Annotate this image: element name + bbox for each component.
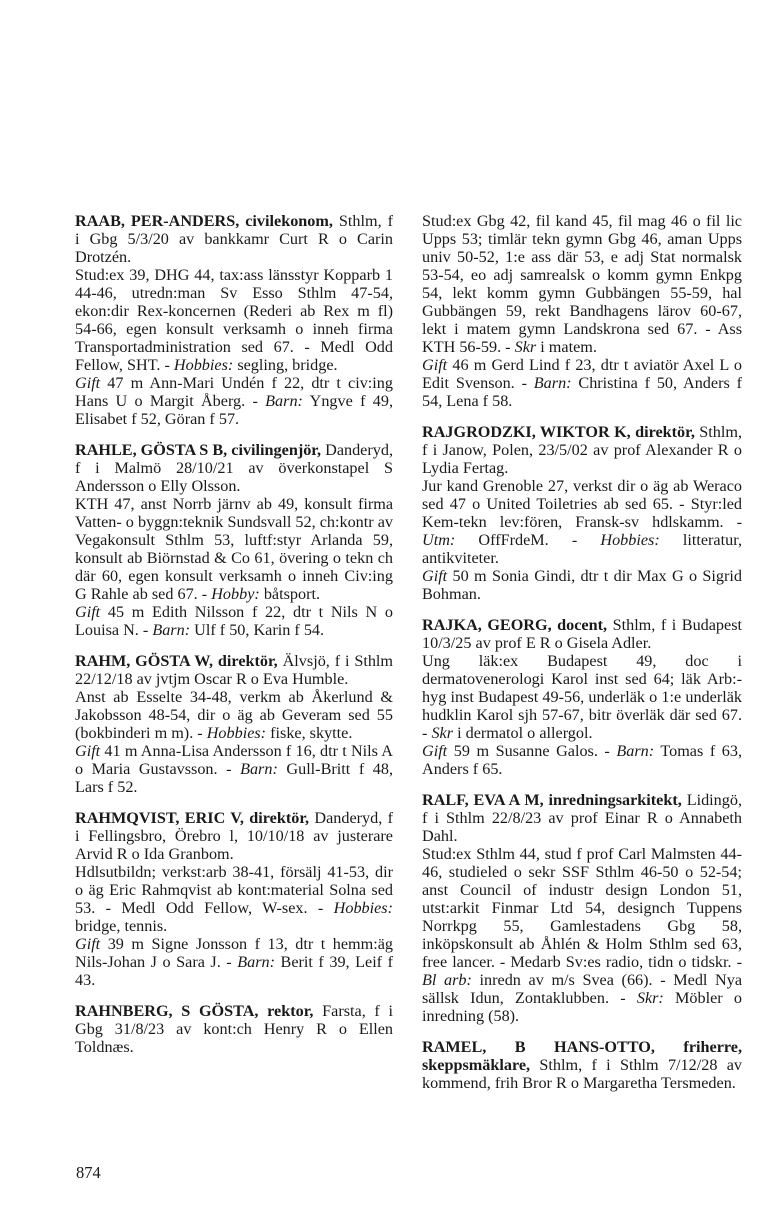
entry-paragraph bbox=[422, 1038, 742, 1092]
entry-text: Tomas f 63, Anders f 65. bbox=[422, 742, 742, 778]
entry-text: Danderyd, f i Fellingsbro, Örebro l, 10/10/18 av justerare Arvid R o Ida Granbom. bbox=[75, 809, 394, 863]
entry-paragraph bbox=[75, 652, 393, 688]
entry-text: Älvsjö, f i Sthlm 22/12/18 av jvtjm Oscar R o Eva Humble. bbox=[75, 652, 393, 688]
entry-text: 59 m Susanne Galos. - bbox=[447, 742, 617, 760]
entry bbox=[75, 652, 393, 796]
italic-label: Hobbies: bbox=[600, 531, 660, 549]
entry bbox=[422, 791, 742, 1025]
entry-headline: RAJGRODZKI, WIKTOR K, direktör, bbox=[422, 423, 695, 441]
italic-label: Hobby: bbox=[211, 585, 260, 603]
entry-paragraph bbox=[422, 477, 742, 567]
entry-paragraph bbox=[75, 742, 393, 796]
entry-paragraph bbox=[75, 212, 393, 266]
italic-label: Skr bbox=[431, 724, 454, 742]
entry-paragraph bbox=[422, 212, 742, 356]
entry-text: Christina f 50, Anders f 54, Lena f 58. bbox=[422, 374, 742, 410]
italic-label: Hobbies: bbox=[333, 899, 393, 917]
italic-label: Gift bbox=[422, 356, 448, 374]
entry-text: KTH 47, anst Norrb järnv ab 49, konsult firma Vatten- o byggn:teknik Sundsvall 52, ch:kontr av Vegakonsult Sthlm 53, luftf:styr Arlanda 59, konsult ab Biörnstad & Co 61, övering o tekn ch där 60, egen konsult verksamh o inneh Civ:ing G Rahle ab sed 67. - bbox=[75, 495, 393, 603]
italic-label: Hobbies: bbox=[206, 724, 267, 742]
entry-text: OffFrdeM. - bbox=[455, 531, 601, 549]
entry bbox=[75, 441, 393, 639]
entry bbox=[75, 1002, 393, 1056]
entry-paragraph bbox=[75, 1002, 393, 1056]
italic-label: Barn: bbox=[240, 760, 278, 778]
entry-text: Stud:ex 39, DHG 44, tax:ass länsstyr Kopparb 1 44-46, utredn:man Sv Esso Sthlm 47-54, ekon:dir Rex-koncernen (Rederi ab Rex m fl) 54-66, egen konsult verksamh o inneh firma Transportadministration sed 67. - Medl Odd Fellow, SHT. - bbox=[75, 266, 393, 374]
entry-text: Sthlm, f i Budapest 10/3/25 av prof E R o Gisela Adler. bbox=[422, 616, 743, 652]
entry-text: litteratur, antikviteter. bbox=[422, 531, 742, 567]
entry-paragraph bbox=[422, 567, 742, 603]
entry-paragraph bbox=[75, 266, 393, 374]
entry-paragraph bbox=[422, 423, 742, 477]
entry-text: 50 m Sonia Gindi, dtr t dir Max G o Sigrid Bohman. bbox=[422, 567, 742, 603]
entry-paragraph bbox=[422, 791, 742, 845]
entry bbox=[75, 212, 393, 428]
entry-paragraph bbox=[75, 374, 393, 428]
entry-text: Möbler o inredning (58). bbox=[422, 989, 743, 1025]
entry-text: Jur kand Grenoble 27, verkst dir o äg ab Weraco sed 47 o United Toiletries ab sed 65. - Styr:led Kem-tekn lev:fören, Fransk-sv hdlskamm. - bbox=[422, 477, 742, 531]
entry-paragraph bbox=[75, 809, 393, 863]
italic-label: Gift bbox=[75, 374, 101, 392]
entry-paragraph bbox=[422, 652, 742, 742]
entry-text: 39 m Signe Jonsson f 13, dtr t hemm:äg Nils-Johan J o Sara J. - bbox=[75, 935, 393, 971]
entry-text: Sthlm, f i Gbg 5/3/20 av bankkamr Curt R o Carin Drotzén. bbox=[75, 212, 394, 266]
italic-label: Hobbies: bbox=[173, 356, 234, 374]
entry-headline: RAHM, GÖSTA W, direktör, bbox=[75, 652, 278, 670]
entry bbox=[422, 1038, 742, 1092]
entry-text: 45 m Edith Nilsson f 22, dtr t Nils N o Louisa N. - bbox=[75, 603, 393, 639]
entry-text: segling, bridge. bbox=[233, 356, 338, 374]
italic-label: Gift bbox=[422, 742, 448, 760]
entry-text: båtsport. bbox=[259, 585, 321, 603]
entry bbox=[75, 809, 393, 989]
entry-text: Stud:ex Sthlm 44, stud f prof Carl Malmsten 44-46, studieled o sekr SSF Sthlm 46-50 o 52-54; anst Council of industr design London 51, utst:arkit Finmar Ltd 54, designch Tuppens Norrkpg 55, Gamlestadens Gbg 58, inköpskonsult ab Åhlén & Holm Sthlm sed 63, free lancer. - Medarb Sv:es radio, tidn o tidskr. - bbox=[422, 845, 742, 971]
entry bbox=[422, 616, 742, 778]
entry-text: Danderyd, f i Malmö 28/10/21 av överkonstapel S Andersson o Elly Olsson. bbox=[75, 441, 393, 495]
entry bbox=[422, 212, 742, 410]
italic-label: Gift bbox=[75, 603, 101, 621]
entry-text: inredn av m/s Svea (66). - Medl Nya sällsk Idun, Zontaklubben. - bbox=[422, 971, 743, 1007]
entry-text: Farsta, f i Gbg 31/8/23 av kont:ch Henry R o Ellen Toldnæs. bbox=[75, 1002, 393, 1056]
entry-headline: RAHMQVIST, ERIC V, direktör, bbox=[75, 809, 310, 827]
entry-text: i matem. bbox=[536, 338, 597, 356]
entry-text: 47 m Ann-Mari Undén f 22, dtr t civ:ing Hans U o Margit Åberg. - bbox=[75, 374, 393, 410]
entry-text: Yngve f 49, Elisabet f 52, Göran f 57. bbox=[75, 392, 393, 428]
entry-headline: RAHLE, GÖSTA S B, civilingenjör, bbox=[75, 441, 322, 459]
entry-text: Ulf f 50, Karin f 54. bbox=[190, 621, 325, 639]
entry-text: Ung läk:ex Budapest 49, doc i dermatovenerologi Karol inst sed 64; läk Arb:-hyg inst Budapest 49-56, underläk o 1:e underläk hudklin Karol sjh 57-67, bitr överläk där sed 67. - bbox=[422, 652, 742, 742]
italic-label: Barn: bbox=[533, 374, 572, 392]
italic-label: Gift bbox=[75, 742, 101, 760]
entry-paragraph bbox=[75, 603, 393, 639]
right-column bbox=[422, 212, 742, 1105]
entry-text: Berit f 39, Leif f 43. bbox=[75, 953, 393, 989]
entry-text: i dermatol o allergol. bbox=[453, 724, 593, 742]
entry-text: bridge, tennis. bbox=[75, 917, 168, 935]
italic-label: Barn: bbox=[616, 742, 655, 760]
entry-paragraph bbox=[422, 356, 742, 410]
italic-label: Gift bbox=[75, 935, 101, 953]
entry-text: Sthlm, f i Sthlm 7/12/28 av kommend, frih Bror R o Margaretha Tersmeden. bbox=[422, 1056, 742, 1092]
entry-paragraph bbox=[75, 935, 393, 989]
entry-headline: RAMEL, B HANS-OTTO, friherre, skeppsmäklare, bbox=[422, 1038, 742, 1074]
italic-label: Barn: bbox=[265, 392, 303, 410]
entry-headline: RAHNBERG, S GÖSTA, rektor, bbox=[75, 1002, 314, 1020]
entry-paragraph bbox=[75, 863, 393, 935]
entry-text: Sthlm, f i Janow, Polen, 23/5/02 av prof Alexander R o Lydia Fertag. bbox=[422, 423, 742, 477]
entry-paragraph bbox=[422, 742, 742, 778]
entry-text: 41 m Anna-Lisa Andersson f 16, dtr t Nils A o Maria Gustavsson. - bbox=[75, 742, 393, 778]
entry-text: Gull-Britt f 48, Lars f 52. bbox=[75, 760, 393, 796]
left-column bbox=[75, 212, 393, 1069]
italic-label: Gift bbox=[422, 567, 448, 585]
italic-label: Bl arb: bbox=[422, 971, 472, 989]
entry-paragraph bbox=[75, 495, 393, 603]
entry-text: Lidingö, f i Sthlm 22/8/23 av prof Einar R o Annabeth Dahl. bbox=[422, 791, 742, 845]
entry-text: Anst ab Esselte 34-48, verkm ab Åkerlund & Jakobsson 48-54, dir o äg ab Geveram sed 55 (bokbinderi m m). - bbox=[75, 688, 393, 742]
entry-paragraph bbox=[422, 845, 742, 1025]
entry-text: Stud:ex Gbg 42, fil kand 45, fil mag 46 o fil lic Upps 53; timlär tekn gymn Gbg 46, aman Upps univ 50-52, 1:e ass där 53, e adj Stat normalsk 53-54, eo adj samrealsk o komm gymn Enkpg 54, lekt komm gymn Gubbängen 55-59, hal Gubbängen 59, rekt Bandhagens lärov 60-67, lekt i matem gymn Landskrona sed 67. - Ass KTH 56-59. - bbox=[422, 212, 742, 356]
entry bbox=[422, 423, 742, 603]
page-number: 874 bbox=[76, 1163, 101, 1182]
italic-label: Skr bbox=[514, 338, 537, 356]
entry-text: 46 m Gerd Lind f 23, dtr t aviatör Axel L o Edit Svenson. - bbox=[422, 356, 742, 392]
entry-headline: RAAB, PER-ANDERS, civilekonom, bbox=[75, 212, 333, 230]
italic-label: Barn: bbox=[237, 953, 275, 971]
italic-label: Utm: bbox=[422, 531, 456, 549]
entry-paragraph bbox=[75, 688, 393, 742]
italic-label: Barn: bbox=[152, 621, 191, 639]
entry-paragraph bbox=[75, 441, 393, 495]
entry-headline: RALF, EVA A M, inredningsarkitekt, bbox=[422, 791, 682, 809]
entry-text: fiske, skytte. bbox=[266, 724, 353, 742]
entry-text: Hdlsutbildn; verkst:arb 38-41, försälj 41-53, dir o äg Eric Rahmqvist ab kont:material Solna sed 53. - Medl Odd Fellow, W-sex. - bbox=[75, 863, 393, 917]
italic-label: Skr: bbox=[636, 989, 664, 1007]
entry-headline: RAJKA, GEORG, docent, bbox=[422, 616, 608, 634]
entry-paragraph bbox=[422, 616, 742, 652]
